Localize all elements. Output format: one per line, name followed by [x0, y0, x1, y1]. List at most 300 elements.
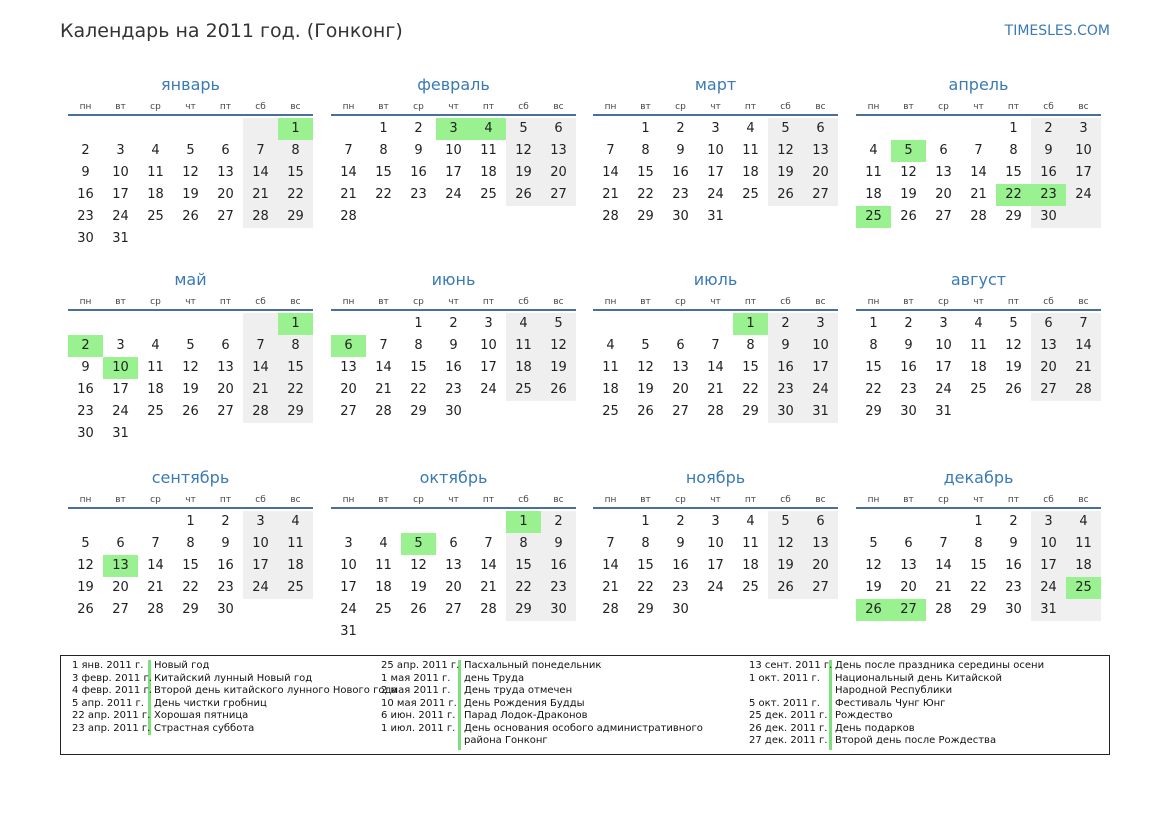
day-cell: 29 — [637, 209, 654, 224]
day-cell: 18 — [375, 580, 392, 595]
day-cell: 18 — [287, 558, 304, 573]
weekday-label: ср — [413, 297, 424, 307]
day-cell: 25 — [147, 404, 164, 419]
day-cell: 17 — [812, 360, 829, 375]
day-cell: 6 — [221, 143, 230, 158]
weekday-label: пт — [219, 297, 232, 307]
day-cell: 18 — [865, 187, 882, 202]
weekday-label: пт — [482, 102, 495, 112]
day-cell: 26 — [550, 382, 567, 397]
day-cell: 21 — [252, 187, 269, 202]
day-cell: 6 — [116, 536, 125, 551]
day-cell: 9 — [904, 338, 913, 353]
holiday-date: 10 мая 2011 г. — [381, 697, 457, 709]
weekday-label: сб — [1043, 102, 1054, 112]
weekday-label: пн — [604, 495, 617, 505]
day-cell: 20 — [900, 580, 917, 595]
day-cell: 19 — [777, 165, 794, 180]
holiday-name: День основания особого административного района Гонконг — [464, 722, 703, 746]
day-cell: 26 — [410, 602, 427, 617]
day-cell: 5 — [781, 121, 790, 136]
day-cell: 14 — [480, 558, 497, 573]
weekday-label: пн — [342, 102, 355, 112]
day-cell: 12 — [865, 558, 882, 573]
header-rule — [68, 507, 313, 509]
holiday-day-cell: 10 — [103, 357, 138, 379]
day-cell: 19 — [515, 165, 532, 180]
day-cell: 28 — [935, 602, 952, 617]
day-cell: 16 — [672, 165, 689, 180]
day-cell: 13 — [445, 558, 462, 573]
day-cell: 19 — [900, 187, 917, 202]
day-cell: 21 — [252, 382, 269, 397]
day-cell: 8 — [379, 143, 388, 158]
day-cell: 12 — [77, 558, 94, 573]
day-cell: 28 — [602, 209, 619, 224]
day-cell: 26 — [515, 187, 532, 202]
day-cell: 12 — [1005, 338, 1022, 353]
holiday-date: 1 янв. 2011 г. — [72, 660, 144, 671]
weekday-label: чт — [185, 495, 196, 505]
day-cell: 8 — [641, 536, 650, 551]
weekday-label: ср — [675, 297, 686, 307]
weekday-label: вс — [290, 102, 301, 112]
day-cell: 8 — [414, 338, 423, 353]
day-cell: 7 — [256, 338, 265, 353]
day-cell: 28 — [375, 404, 392, 419]
day-cell: 5 — [869, 536, 878, 551]
day-cell: 4 — [746, 121, 755, 136]
day-cell: 6 — [221, 338, 230, 353]
day-cell: 25 — [602, 404, 619, 419]
day-cell: 23 — [217, 580, 234, 595]
day-cell: 8 — [641, 143, 650, 158]
holiday-day-cell: 1 — [506, 511, 541, 533]
day-cell: 12 — [515, 143, 532, 158]
day-cell: 7 — [1079, 316, 1088, 331]
day-cell: 19 — [865, 580, 882, 595]
day-cell: 13 — [935, 165, 952, 180]
day-cell: 10 — [935, 338, 952, 353]
day-cell: 29 — [182, 602, 199, 617]
day-cell: 24 — [252, 580, 269, 595]
day-cell: 14 — [147, 558, 164, 573]
day-cell: 13 — [550, 143, 567, 158]
weekday-label: сб — [780, 495, 791, 505]
day-cell: 22 — [970, 580, 987, 595]
day-cell: 4 — [291, 514, 300, 529]
day-cell: 5 — [554, 316, 563, 331]
day-cell: 17 — [112, 382, 129, 397]
day-cell: 17 — [707, 165, 724, 180]
holiday-date: 27 дек. 2011 г. — [749, 735, 828, 746]
day-cell: 18 — [515, 360, 532, 375]
day-cell: 18 — [742, 165, 759, 180]
weekday-label: ср — [150, 495, 161, 505]
day-cell: 28 — [707, 404, 724, 419]
day-cell: 24 — [340, 602, 357, 617]
day-cell: 10 — [1075, 143, 1092, 158]
day-cell: 3 — [116, 143, 125, 158]
day-cell: 22 — [287, 187, 304, 202]
day-cell: 7 — [484, 536, 493, 551]
day-cell: 11 — [1075, 536, 1092, 551]
day-cell: 22 — [287, 382, 304, 397]
day-cell: 31 — [112, 231, 129, 246]
day-cell: 3 — [816, 316, 825, 331]
day-cell: 28 — [480, 602, 497, 617]
month-name: февраль — [417, 75, 490, 94]
day-cell: 3 — [1044, 514, 1053, 529]
day-cell: 11 — [287, 536, 304, 551]
day-cell: 3 — [116, 338, 125, 353]
day-cell: 31 — [1040, 602, 1057, 617]
day-cell: 19 — [182, 382, 199, 397]
day-cell: 14 — [707, 360, 724, 375]
day-cell: 11 — [147, 165, 164, 180]
holiday-name: Страстная суббота — [154, 722, 255, 734]
day-cell: 23 — [445, 382, 462, 397]
legend-bar — [829, 660, 832, 750]
day-cell: 22 — [515, 580, 532, 595]
header-rule — [856, 114, 1101, 116]
day-cell: 7 — [711, 338, 720, 353]
day-cell: 16 — [1005, 558, 1022, 573]
weekday-label: сб — [255, 297, 266, 307]
holiday-name: день Труда — [464, 672, 525, 684]
weekday-label: вс — [815, 495, 826, 505]
day-cell: 28 — [252, 404, 269, 419]
day-cell: 27 — [217, 209, 234, 224]
month-name: август — [950, 270, 1007, 289]
day-cell: 8 — [291, 338, 300, 353]
day-cell: 4 — [606, 338, 615, 353]
weekday-label: вт — [378, 102, 389, 112]
day-cell: 4 — [746, 514, 755, 529]
day-cell: 4 — [151, 338, 160, 353]
day-cell: 21 — [340, 187, 357, 202]
day-cell: 23 — [900, 382, 917, 397]
holiday-name: Хорошая пятница — [154, 710, 249, 721]
day-cell: 25 — [742, 580, 759, 595]
weekday-label: чт — [710, 495, 721, 505]
holiday-day-cell: 25 — [856, 206, 891, 228]
holiday-day-cell: 25 — [1066, 577, 1101, 599]
day-cell: 13 — [672, 360, 689, 375]
holiday-day-cell: 23 — [1031, 184, 1066, 206]
day-cell: 25 — [742, 187, 759, 202]
day-cell: 25 — [375, 602, 392, 617]
day-cell: 6 — [1044, 316, 1053, 331]
day-cell: 26 — [77, 602, 94, 617]
holiday-day-cell: 13 — [103, 555, 138, 577]
weekday-label: вт — [115, 495, 126, 505]
day-cell: 28 — [602, 602, 619, 617]
day-cell: 1 — [1009, 121, 1018, 136]
holiday-date: 4 февр. 2011 г. — [72, 685, 152, 696]
weekday-label: пт — [744, 297, 757, 307]
day-cell: 20 — [812, 165, 829, 180]
holiday-name: Парад Лодок-Драконов — [464, 710, 588, 721]
day-cell: 18 — [742, 558, 759, 573]
day-cell: 25 — [147, 209, 164, 224]
holiday-day-cell: 22 — [996, 184, 1031, 206]
weekday-label: вт — [640, 495, 651, 505]
day-cell: 26 — [182, 209, 199, 224]
holiday-date: 1 июл. 2011 г. — [381, 722, 456, 734]
day-cell: 14 — [252, 360, 269, 375]
legend-bar — [458, 660, 461, 750]
day-cell: 20 — [672, 382, 689, 397]
day-cell: 15 — [865, 360, 882, 375]
day-cell: 16 — [445, 360, 462, 375]
weekday-label: вс — [553, 297, 564, 307]
site-link[interactable]: TIMESLES.COM — [1004, 23, 1110, 39]
day-cell: 3 — [711, 514, 720, 529]
day-cell: 26 — [637, 404, 654, 419]
day-cell: 10 — [112, 165, 129, 180]
holiday-date: 13 сент. 2011 г. — [749, 660, 833, 671]
day-cell: 27 — [812, 187, 829, 202]
day-cell: 2 — [1009, 514, 1018, 529]
day-cell: 2 — [449, 316, 458, 331]
day-cell: 4 — [379, 536, 388, 551]
holiday-name: Второй день после Рождества — [835, 735, 997, 746]
weekday-label: сб — [780, 102, 791, 112]
day-cell: 2 — [1044, 121, 1053, 136]
header-rule — [331, 507, 576, 509]
day-cell: 21 — [602, 187, 619, 202]
weekday-label: чт — [973, 495, 984, 505]
day-cell: 27 — [340, 404, 357, 419]
day-cell: 26 — [1005, 382, 1022, 397]
day-cell: 5 — [641, 338, 650, 353]
day-cell: 14 — [252, 165, 269, 180]
day-cell: 23 — [777, 382, 794, 397]
day-cell: 20 — [812, 558, 829, 573]
day-cell: 23 — [672, 580, 689, 595]
weekday-label: вт — [903, 495, 914, 505]
header-rule — [593, 309, 838, 311]
day-cell: 23 — [77, 209, 94, 224]
day-cell: 16 — [900, 360, 917, 375]
day-cell: 11 — [865, 165, 882, 180]
day-cell: 26 — [900, 209, 917, 224]
weekday-label: пт — [482, 495, 495, 505]
weekday-label: ср — [938, 102, 949, 112]
day-cell: 8 — [1009, 143, 1018, 158]
day-cell: 9 — [676, 143, 685, 158]
day-cell: 1 — [641, 514, 650, 529]
holiday-date: 5 окт. 2011 г. — [749, 697, 820, 709]
weekday-label: пт — [1007, 102, 1020, 112]
day-cell: 8 — [869, 338, 878, 353]
day-cell: 22 — [865, 382, 882, 397]
day-cell: 4 — [151, 143, 160, 158]
weekday-label: вт — [378, 297, 389, 307]
weekday-label: вт — [640, 297, 651, 307]
header-rule — [856, 309, 1101, 311]
day-cell: 12 — [637, 360, 654, 375]
header-rule — [68, 309, 313, 311]
weekday-label: чт — [185, 102, 196, 112]
weekday-label: вт — [115, 297, 126, 307]
month-name: октябрь — [419, 468, 488, 487]
day-cell: 23 — [77, 404, 94, 419]
day-cell: 2 — [414, 121, 423, 136]
weekday-label: сб — [518, 495, 529, 505]
weekday-label: ср — [938, 495, 949, 505]
holiday-date: 25 апр. 2011 г. — [381, 660, 460, 671]
day-cell: 15 — [410, 360, 427, 375]
day-cell: 25 — [970, 382, 987, 397]
day-cell: 2 — [554, 514, 563, 529]
weekday-label: вт — [903, 102, 914, 112]
day-cell: 3 — [484, 316, 493, 331]
weekday-label: пт — [1007, 495, 1020, 505]
day-cell: 15 — [515, 558, 532, 573]
day-cell: 3 — [939, 316, 948, 331]
day-cell: 1 — [641, 121, 650, 136]
day-cell: 15 — [375, 165, 392, 180]
day-cell: 1 — [414, 316, 423, 331]
weekday-label: чт — [973, 297, 984, 307]
day-cell: 27 — [1040, 382, 1057, 397]
day-cell: 4 — [869, 143, 878, 158]
weekday-label: пт — [744, 495, 757, 505]
day-cell: 8 — [291, 143, 300, 158]
holiday-day-cell: 2 — [68, 335, 103, 357]
weekday-label: пт — [744, 102, 757, 112]
day-cell: 30 — [1005, 602, 1022, 617]
holiday-name: День подарков — [835, 722, 915, 734]
day-cell: 21 — [480, 580, 497, 595]
day-cell: 1 — [186, 514, 195, 529]
holiday-date: 3 февр. 2011 г. — [72, 672, 152, 684]
weekday-label: вс — [553, 495, 564, 505]
day-cell: 19 — [777, 558, 794, 573]
weekday-label: сб — [1043, 297, 1054, 307]
day-cell: 17 — [112, 187, 129, 202]
weekday-label: чт — [710, 297, 721, 307]
weekday-label: сб — [255, 102, 266, 112]
day-cell: 13 — [812, 143, 829, 158]
weekday-label: пн — [79, 102, 92, 112]
day-cell: 10 — [252, 536, 269, 551]
weekday-label: ср — [675, 102, 686, 112]
day-cell: 6 — [676, 338, 685, 353]
day-cell: 30 — [777, 404, 794, 419]
weekday-label: сб — [518, 297, 529, 307]
weekday-label: чт — [448, 495, 459, 505]
weekday-label: чт — [185, 297, 196, 307]
month-name: июль — [693, 270, 738, 289]
day-cell: 30 — [217, 602, 234, 617]
day-cell: 11 — [742, 143, 759, 158]
holiday-name: День труда отмечен — [464, 685, 573, 696]
day-cell: 12 — [777, 536, 794, 551]
day-cell: 16 — [672, 558, 689, 573]
day-cell: 20 — [935, 187, 952, 202]
day-cell: 27 — [217, 404, 234, 419]
holiday-date: 26 дек. 2011 г. — [749, 722, 828, 734]
day-cell: 30 — [672, 209, 689, 224]
day-cell: 11 — [375, 558, 392, 573]
holiday-date: 22 апр. 2011 г. — [72, 710, 151, 721]
day-cell: 9 — [1009, 536, 1018, 551]
day-cell: 15 — [182, 558, 199, 573]
day-cell: 24 — [112, 209, 129, 224]
day-cell: 20 — [217, 382, 234, 397]
holiday-day-cell: 27 — [891, 599, 926, 621]
day-cell: 8 — [746, 338, 755, 353]
weekday-label: пн — [79, 495, 92, 505]
day-cell: 17 — [340, 580, 357, 595]
day-cell: 30 — [1040, 209, 1057, 224]
weekday-label: пт — [219, 102, 232, 112]
day-cell: 10 — [445, 143, 462, 158]
holiday-day-cell: 4 — [471, 118, 506, 140]
day-cell: 20 — [112, 580, 129, 595]
day-cell: 11 — [742, 536, 759, 551]
weekday-label: пт — [1007, 297, 1020, 307]
day-cell: 12 — [182, 360, 199, 375]
day-cell: 30 — [550, 602, 567, 617]
day-cell: 16 — [410, 165, 427, 180]
weekday-label: ср — [150, 297, 161, 307]
day-cell: 23 — [1005, 580, 1022, 595]
holiday-date: 5 апр. 2011 г. — [72, 697, 144, 709]
holiday-name: День после праздника середины осени — [835, 660, 1045, 671]
day-cell: 10 — [812, 338, 829, 353]
day-cell: 5 — [781, 514, 790, 529]
day-cell: 10 — [707, 143, 724, 158]
day-cell: 2 — [676, 514, 685, 529]
weekday-label: сб — [518, 102, 529, 112]
day-cell: 1 — [974, 514, 983, 529]
day-cell: 7 — [379, 338, 388, 353]
holiday-name: Пасхальный понедельник — [464, 660, 602, 671]
day-cell: 29 — [1005, 209, 1022, 224]
month-name: сентябрь — [151, 468, 230, 487]
weekday-label: пн — [867, 297, 880, 307]
day-cell: 27 — [935, 209, 952, 224]
day-cell: 9 — [414, 143, 423, 158]
day-cell: 13 — [217, 360, 234, 375]
weekday-label: пт — [482, 297, 495, 307]
day-cell: 3 — [711, 121, 720, 136]
day-cell: 14 — [602, 165, 619, 180]
month-name: январь — [161, 75, 220, 94]
day-cell: 13 — [217, 165, 234, 180]
day-cell: 14 — [935, 558, 952, 573]
weekday-label: ср — [413, 495, 424, 505]
day-cell: 6 — [816, 121, 825, 136]
weekday-label: пн — [342, 495, 355, 505]
weekday-label: чт — [710, 102, 721, 112]
holiday-name: Рождество — [835, 710, 893, 721]
day-cell: 11 — [480, 143, 497, 158]
day-cell: 24 — [1040, 580, 1057, 595]
day-cell: 15 — [637, 165, 654, 180]
day-cell: 6 — [449, 536, 458, 551]
day-cell: 29 — [287, 209, 304, 224]
day-cell: 22 — [182, 580, 199, 595]
day-cell: 17 — [707, 558, 724, 573]
day-cell: 16 — [77, 187, 94, 202]
weekday-label: пн — [867, 102, 880, 112]
day-cell: 27 — [672, 404, 689, 419]
